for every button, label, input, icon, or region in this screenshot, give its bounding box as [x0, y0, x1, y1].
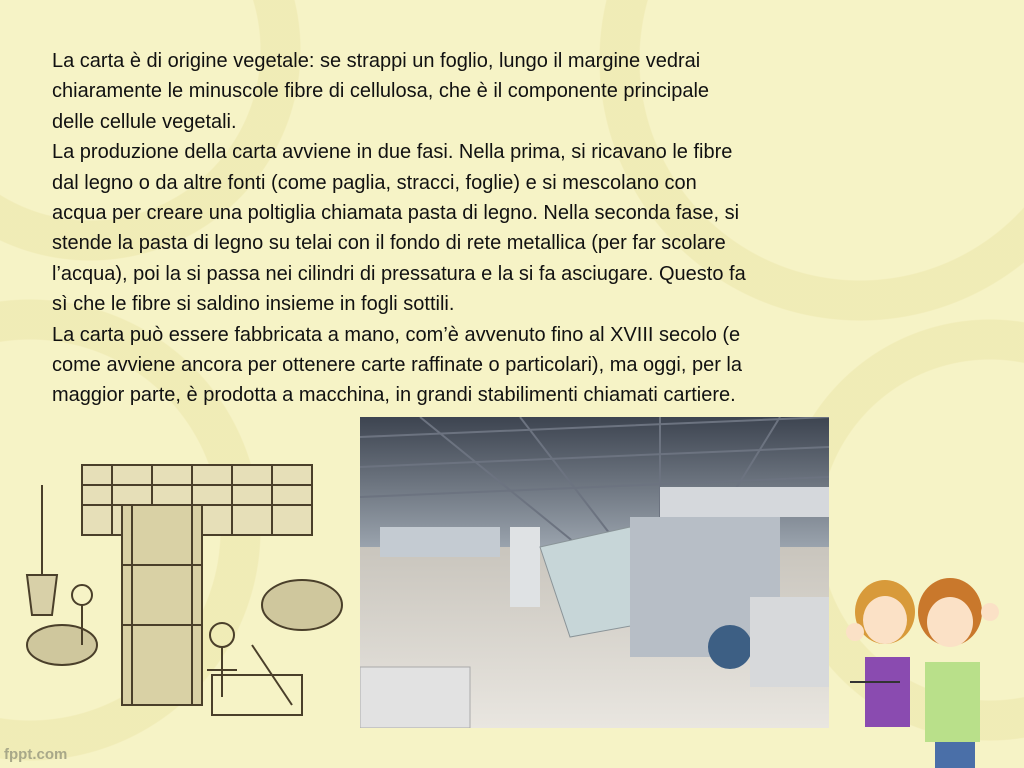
- text-line: stende la pasta di legno su telai con il fondo di rete metallica (per far scolare: [52, 232, 726, 255]
- text-line: l’acqua), poi la si passa nei cilindri di pressatura e la si fa asciugare. Questo fa: [52, 262, 746, 285]
- text-line: La produzione della carta avviene in due fasi. Nella prima, si ricavano le fibre: [52, 141, 733, 164]
- text-line: La carta è di origine vegetale: se strappi un foglio, lungo il margine vedrai: [52, 50, 701, 72]
- fppt-watermark: fppt.com: [4, 746, 68, 763]
- paragraph-manufacturing: [52, 320, 952, 411]
- text-line: maggior parte, è prodotta a macchina, in grandi stabilimenti chiamati cartiere.: [52, 384, 736, 407]
- text-line: delle cellule vegetali.: [52, 110, 237, 133]
- paragraph-production: [52, 137, 952, 319]
- text-line: come avviene ancora per ottenere carte raffinate o particolari), ma oggi, per la: [52, 354, 742, 377]
- slide-body-text: [52, 46, 952, 411]
- papermaking-engraving-image: [22, 445, 357, 740]
- text-line: chiaramente le minuscole fibre di cellulosa, che è il componente principale: [52, 80, 710, 103]
- paper-mill-photo: [360, 417, 829, 728]
- text-line: acqua per creare una poltiglia chiamata pasta di legno. Nella seconda fase, si: [52, 202, 740, 225]
- paragraph-origin: [52, 46, 952, 137]
- text-line: dal legno o da altre fonti (come paglia, stracci, foglie) e si mescolano con: [52, 171, 697, 194]
- text-line: sì che le fibre si saldino insieme in fogli sottili.: [52, 293, 455, 316]
- text-line: La carta può essere fabbricata a mano, com’è avvenuto fino al XVIII secolo (e: [52, 323, 741, 346]
- cartoon-kids-image: [840, 572, 1020, 768]
